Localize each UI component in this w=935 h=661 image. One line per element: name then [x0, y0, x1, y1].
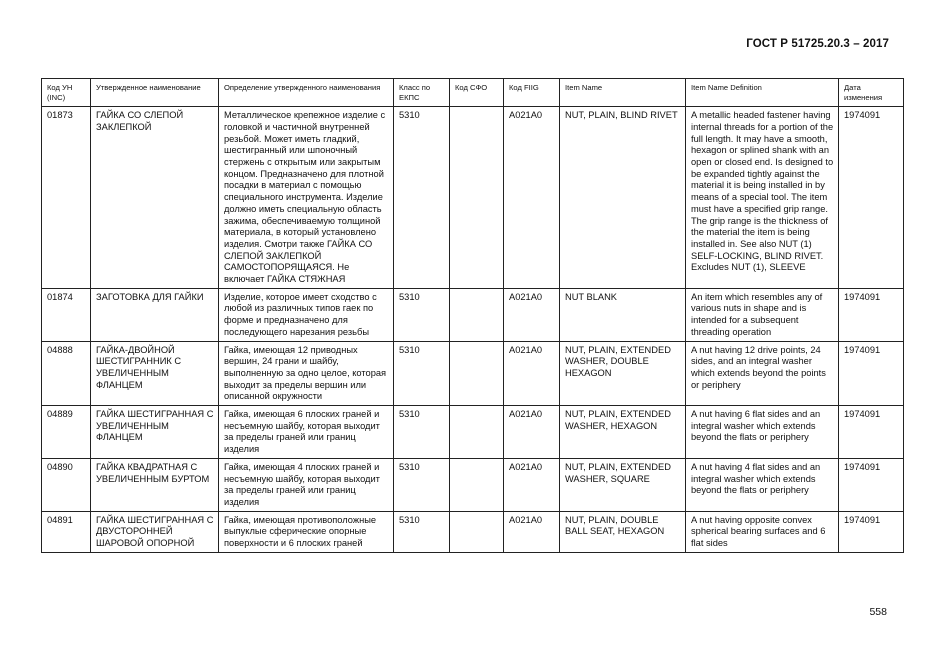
cell-inc: 04888 — [42, 341, 91, 406]
page-number: 558 — [869, 606, 887, 618]
cell-sfo — [450, 458, 504, 511]
cell-definition: Гайка, имеющая противоположные выпуклые сферические опорные поверхности и 6 плоских граней — [219, 511, 394, 552]
column-header-sfo: Код СФО — [450, 79, 504, 107]
cell-name: ГАЙКА ШЕСТИГРАННАЯ С УВЕЛИЧЕННЫМ ФЛАНЦЕМ — [91, 406, 219, 459]
cell-date: 1974091 — [839, 288, 904, 341]
cell-item-name: NUT, PLAIN, EXTENDED WASHER, HEXAGON — [560, 406, 686, 459]
cell-item-definition: An item which resembles any of various nuts in shape and is intended for a subsequent threading operation — [686, 288, 839, 341]
cell-date: 1974091 — [839, 107, 904, 289]
cell-ekps: 5310 — [394, 406, 450, 459]
column-header-item-name: Item Name — [560, 79, 686, 107]
table-row — [42, 458, 904, 511]
cell-name: ГАЙКА ШЕСТИГРАННАЯ С ДВУСТОРОННЕЙ ШАРОВОЙ ОПОРНОЙ — [91, 511, 219, 552]
column-header-date: Дата изменения — [839, 79, 904, 107]
cell-name: ЗАГОТОВКА ДЛЯ ГАЙКИ — [91, 288, 219, 341]
cell-fiig: A021A0 — [504, 341, 560, 406]
cell-ekps: 5310 — [394, 107, 450, 289]
table-row — [42, 511, 904, 552]
cell-definition: Металлическое крепежное изделие с головкой и частичной внутренней резьбой. Может иметь гладкий, шестигранный или шпоночный стержень с открытым или закрытым концом. Предназначено для плотной посадки в материал с помощью специального инструмента. Изделие должно иметь специальную область зажима, обеспечиваемую толщиной материала, в который установлено изделия. Смотри также ГАЙКА СО СЛЕПОЙ ЗАКЛЕПКОЙ САМОСТОПОРЯЩАЯСЯ. Не включает ГАЙКА СТЯЖНАЯ — [219, 107, 394, 289]
cell-fiig: A021A0 — [504, 107, 560, 289]
column-header-fiig: Код FIIG — [504, 79, 560, 107]
table-row — [42, 341, 904, 406]
cell-sfo — [450, 341, 504, 406]
nomenclature-table — [41, 78, 904, 553]
column-header-definition: Определение утвержденного наименования — [219, 79, 394, 107]
cell-name: ГАЙКА СО СЛЕПОЙ ЗАКЛЕПКОЙ — [91, 107, 219, 289]
cell-item-definition: A nut having 12 drive points, 24 sides, and an integral washer which extends beyond the points or periphery — [686, 341, 839, 406]
cell-sfo — [450, 107, 504, 289]
cell-item-name: NUT, PLAIN, BLIND RIVET — [560, 107, 686, 289]
cell-ekps: 5310 — [394, 341, 450, 406]
cell-fiig: A021A0 — [504, 406, 560, 459]
cell-ekps: 5310 — [394, 458, 450, 511]
table-header-row — [42, 79, 904, 107]
cell-item-name: NUT BLANK — [560, 288, 686, 341]
cell-sfo — [450, 288, 504, 341]
cell-ekps: 5310 — [394, 288, 450, 341]
column-header-ekps: Класс по ЕКПС — [394, 79, 450, 107]
cell-definition: Гайка, имеющая 4 плоских граней и несъемную шайбу, которая выходит за пределы граней или границ изделия — [219, 458, 394, 511]
cell-name: ГАЙКА КВАДРАТНАЯ С УВЕЛИЧЕННЫМ БУРТОМ — [91, 458, 219, 511]
column-header-inc: Код УН (INC) — [42, 79, 91, 107]
cell-name: ГАЙКА-ДВОЙНОЙ ШЕСТИГРАННИК С УВЕЛИЧЕННЫМ ФЛАНЦЕМ — [91, 341, 219, 406]
cell-date: 1974091 — [839, 341, 904, 406]
table-row — [42, 107, 904, 289]
cell-item-name: NUT, PLAIN, DOUBLE BALL SEAT, HEXAGON — [560, 511, 686, 552]
cell-definition: Гайка, имеющая 12 приводных вершин, 24 грани и шайбу, выполненную за одно целое, которая выходит за пределы вершин или описанной окружности — [219, 341, 394, 406]
cell-fiig: A021A0 — [504, 288, 560, 341]
cell-definition: Гайка, имеющая 6 плоских граней и несъемную шайбу, которая выходит за пределы граней или границ изделия — [219, 406, 394, 459]
cell-item-definition: A metallic headed fastener having internal threads for a portion of the full length. It may have a smooth, hexagon or splined shank with an open or closed end. Is designed to be expanded tightly against the material it is being installed in by means of a special tool. The item must have a specified grip range. The grip range is the thickness of the material the item is being installed in. See also NUT (1) SELF-LOCKING, BLIND RIVET. Excludes NUT (1), SLEEVE — [686, 107, 839, 289]
document-header: ГОСТ Р 51725.20.3 – 2017 — [746, 38, 889, 50]
cell-ekps: 5310 — [394, 511, 450, 552]
cell-sfo — [450, 406, 504, 459]
cell-item-name: NUT, PLAIN, EXTENDED WASHER, DOUBLE HEXAGON — [560, 341, 686, 406]
cell-inc: 04891 — [42, 511, 91, 552]
cell-fiig: A021A0 — [504, 511, 560, 552]
cell-sfo — [450, 511, 504, 552]
cell-inc: 01873 — [42, 107, 91, 289]
table-row — [42, 288, 904, 341]
cell-fiig: A021A0 — [504, 458, 560, 511]
cell-definition: Изделие, которое имеет сходство с любой из различных типов гаек по форме и предназначено для последующего нарезания резьбы — [219, 288, 394, 341]
cell-date: 1974091 — [839, 511, 904, 552]
cell-item-name: NUT, PLAIN, EXTENDED WASHER, SQUARE — [560, 458, 686, 511]
cell-inc: 01874 — [42, 288, 91, 341]
cell-item-definition: A nut having opposite convex spherical bearing surfaces and 6 flat sides — [686, 511, 839, 552]
table-row — [42, 406, 904, 459]
cell-date: 1974091 — [839, 406, 904, 459]
cell-inc: 04889 — [42, 406, 91, 459]
column-header-item-definition: Item Name Definition — [686, 79, 839, 107]
cell-inc: 04890 — [42, 458, 91, 511]
cell-item-definition: A nut having 4 flat sides and an integral washer which extends beyond the flats or periphery — [686, 458, 839, 511]
cell-item-definition: A nut having 6 flat sides and an integral washer which extends beyond the flats or periphery — [686, 406, 839, 459]
column-header-name: Утвержденное наименование — [91, 79, 219, 107]
cell-date: 1974091 — [839, 458, 904, 511]
